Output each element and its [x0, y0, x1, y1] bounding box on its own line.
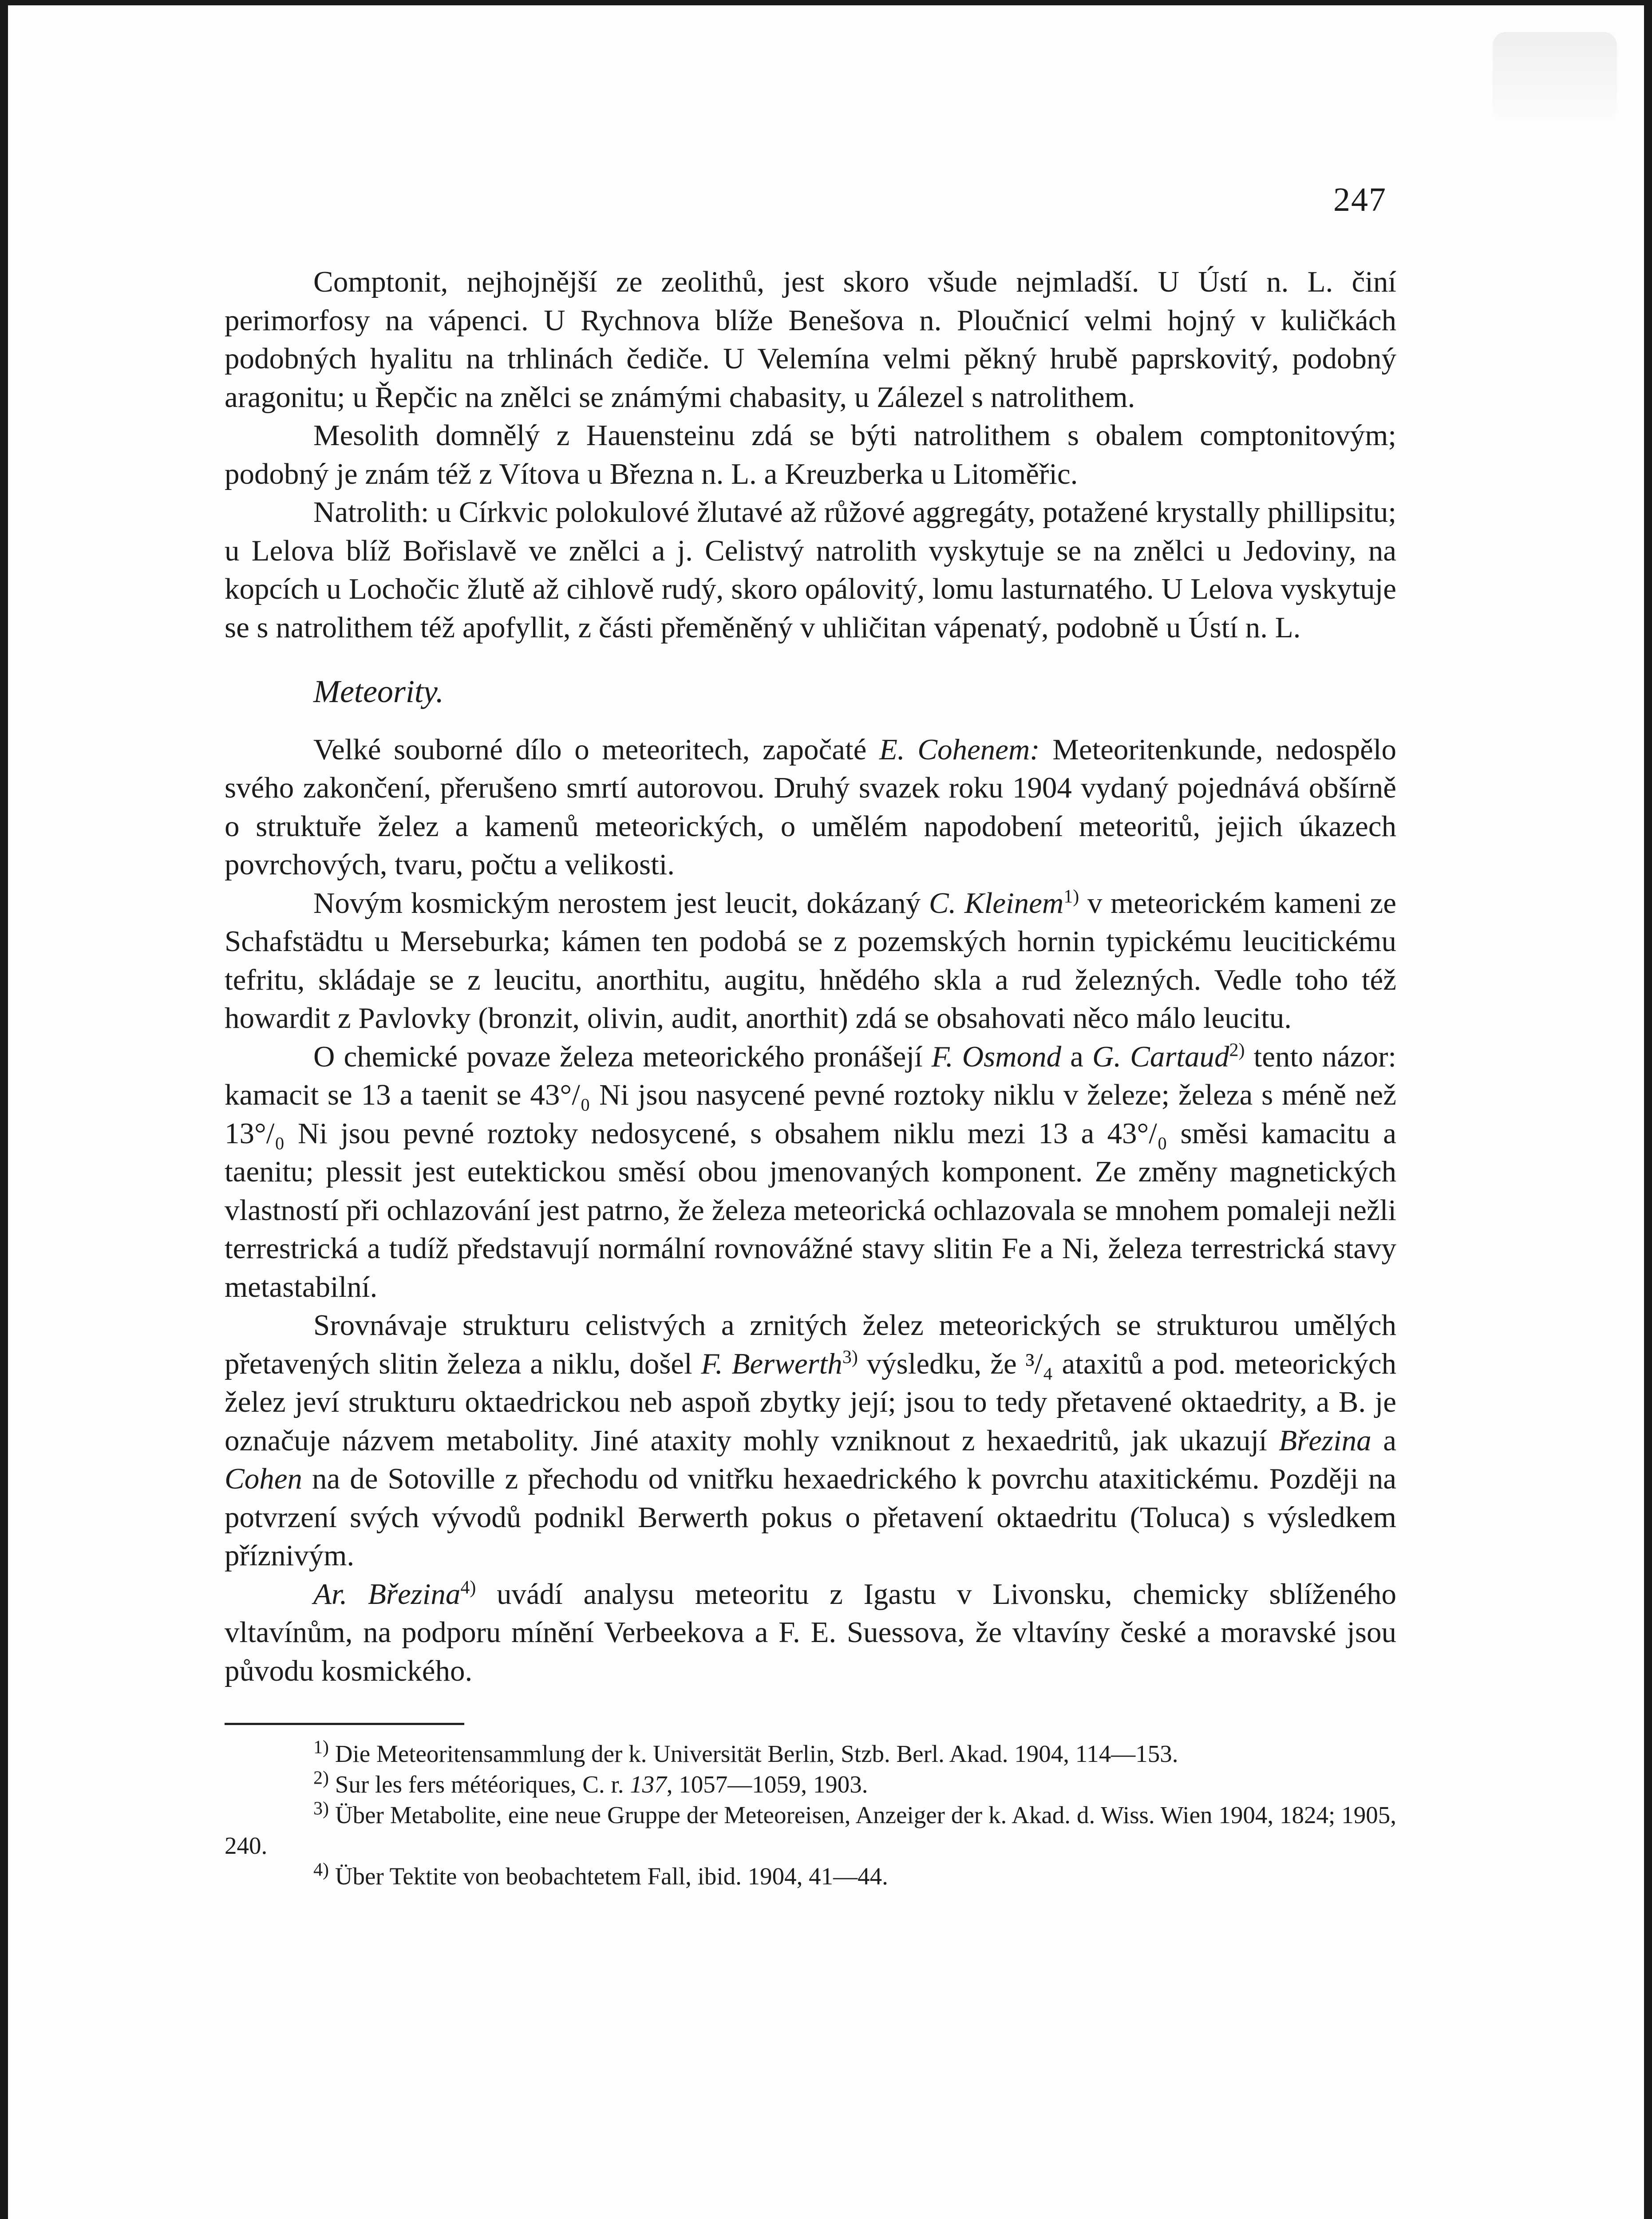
text: Meteoritenkunde, nedospělo svého zakončení, přerušeno smrtí autorovou. Druhý svazek roku 1904 vydaný pojednává obšírně o struktuře želez a kamenů meteorických, o umělém napodobení meteoritů, jejich úkazech povrchových, tvaru, počtu a velikosti.: [225, 733, 1396, 881]
footnote-mark: 4): [313, 1860, 329, 1880]
body-text: [225, 263, 1396, 1891]
author-name: C. Kleinem: [929, 886, 1064, 920]
author-name: F. Osmond: [931, 1040, 1062, 1073]
author-name: Ar. Březina: [313, 1577, 461, 1611]
footnote-divider: [225, 1723, 464, 1725]
text: Srovnávaje strukturu celistvých a zrnitých želez meteorických se strukturou umělých přetavených slitin železa a niklu, došel: [225, 1309, 1396, 1380]
text: Velké souborné dílo o meteoritech, započaté: [313, 733, 879, 766]
text: a: [1061, 1040, 1092, 1073]
footnote-ref: 4): [460, 1577, 476, 1598]
paragraph-berwerth: [225, 1306, 1396, 1575]
footnote-text: , 1057—1059, 1903.: [666, 1771, 868, 1798]
footnote-text: Sur les fers météoriques, C. r.: [335, 1771, 630, 1798]
footnote-3: [225, 1800, 1396, 1861]
footnote-mark: 3): [313, 1798, 329, 1819]
section-title-meteority: Meteority.: [313, 674, 444, 709]
footnote-mark: 1): [313, 1737, 329, 1758]
footnote-mark: 2): [313, 1768, 329, 1789]
author-name: E. Cohenem:: [879, 733, 1040, 766]
footnote-text: Die Meteoritensammlung der k. Universität Berlin, Stzb. Berl. Akad. 1904, 114—153.: [335, 1740, 1178, 1767]
paragraph-natrolith: Natrolith: u Církvic polokulové žlutavé až růžové aggregáty, potažené krystally phillipsitu; u Lelova blíž Bořislavě ve znělci a j. Celistvý natrolith vyskytuje se na znělci u Jedoviny, na kopcích u Lochočic žlutě až cihlově rudý, skoro opálovitý, lomu lasturnatého. U Lelova vyskytuje se s natrolithem též apofyllit, z části přeměněný v uhličitan vápenatý, podobně u Ústí n. L.: [225, 496, 1396, 644]
footnote-text: Über Metabolite, eine neue Gruppe der Meteoreisen, Anzeiger der k. Akad. d. Wiss. Wien 1904, 1824; 1905, 240.: [225, 1801, 1396, 1859]
text: a: [1371, 1424, 1396, 1457]
scan-smudge: [1493, 32, 1617, 121]
document-page: [8, 5, 1644, 2219]
text: v meteorickém kameni ze Schafstädtu u Merseburka; kámen ten podobá se z pozemských hornin typickému leucitickému tefritu, skládaje se z leucitu, anorthitu, augitu, hnědého skla a rud železných. Vedle toho též howardit z Pavlovky (bronzit, olivin, audit, anorthit) zdá se obsahovati něco málo leucitu.: [225, 886, 1397, 1034]
paragraph-cohen: [225, 730, 1396, 884]
footnote-text: Über Tektite von beobachtetem Fall, ibid. 1904, 41—44.: [335, 1863, 888, 1890]
footnote-ref: 1): [1063, 886, 1079, 907]
author-name: Cohen: [225, 1462, 302, 1495]
author-name: F. Berwerth: [701, 1347, 842, 1380]
footnote-2: [225, 1769, 1396, 1800]
text: na de Sotoville z přechodu od vnitřku hexaedrického k povrchu ataxitickému. Později na potvrzení svých vývodů podnikl Berwerth pokus o přetavení oktaedritu (Toluca) s výsledkem příznivým.: [225, 1462, 1396, 1572]
footnote-ref: 2): [1229, 1040, 1245, 1061]
text: výsledku, že ³/₄ ataxitů a pod. meteorických želez jeví strukturu oktaedrickou neb aspoň zbytky její; jsou to tedy přetavené oktaedrity, a B. je označuje názvem metabolity. Jiné ataxity mohly vzniknout z hexaedritů, jak ukazují: [225, 1347, 1396, 1457]
paragraph-osmond-cartaud: [225, 1038, 1396, 1307]
text: uvádí analysu meteoritu z Igastu v Livonsku, chemicky sblíženého vltavínům, na podporu mínění Verbeekova a F. E. Suessova, že vltavíny české a moravské jsou původu kosmického.: [225, 1577, 1397, 1687]
footnote-volume: 137: [630, 1771, 667, 1798]
text: Novým kosmickým nerostem jest leucit, dokázaný: [313, 886, 929, 920]
paragraph-leucit: [225, 884, 1396, 1038]
paragraph-comptonit: Comptonit, nejhojnější ze zeolithů, jest skoro všude nejmladší. U Ústí n. L. činí perimorfosy na vápenci. U Rychnova blíže Benešova n. Ploučnicí velmi hojný v kuličkách podobných hyalitu na trhlinách čediče. U Velemína velmi pěkný hrubě paprskovitý, podobný aragonitu; u Řepčic na znělci se známými chabasity, u Zálezel s natrolithem.: [225, 265, 1396, 414]
footnotes: [225, 1738, 1396, 1891]
footnote-4: [225, 1861, 1396, 1891]
page-number: 247: [1333, 181, 1387, 218]
text: tento názor: kamacit se 13 a taenit se 43°/₀ Ni jsou nasycené pevné roztoky niklu v železe; železa s méně než 13°/₀ Ni jsou pevné roztoky nedosycené, s obsahem niklu mezi 13 a 43°/₀ směsi kamacitu a taenitu; plessit jest eutektickou směsí obou jmenovaných komponent. Ze změny magnetických vlastností při ochlazování jest patrno, že železa meteorická ochlazovala se mnohem pomaleji nežli terrestrická a tudíž představují normální rovnovážné stavy slitin Fe a Ni, železa terrestrická stavy metastabilní.: [225, 1040, 1396, 1303]
footnote-1: [225, 1738, 1396, 1769]
footnote-ref: 3): [842, 1347, 858, 1368]
text: O chemické povaze železa meteorického pronášejí: [313, 1040, 932, 1073]
author-name: Březina: [1279, 1424, 1371, 1457]
paragraph-mesolith: Mesolith domnělý z Hauensteinu zdá se býti natrolithem s obalem comptonitovým; podobný je znám též z Vítova u Března n. L. a Kreuzberka u Litoměřic.: [225, 419, 1396, 490]
paragraph-brezina: [225, 1575, 1396, 1690]
author-name: G. Cartaud: [1092, 1040, 1229, 1073]
